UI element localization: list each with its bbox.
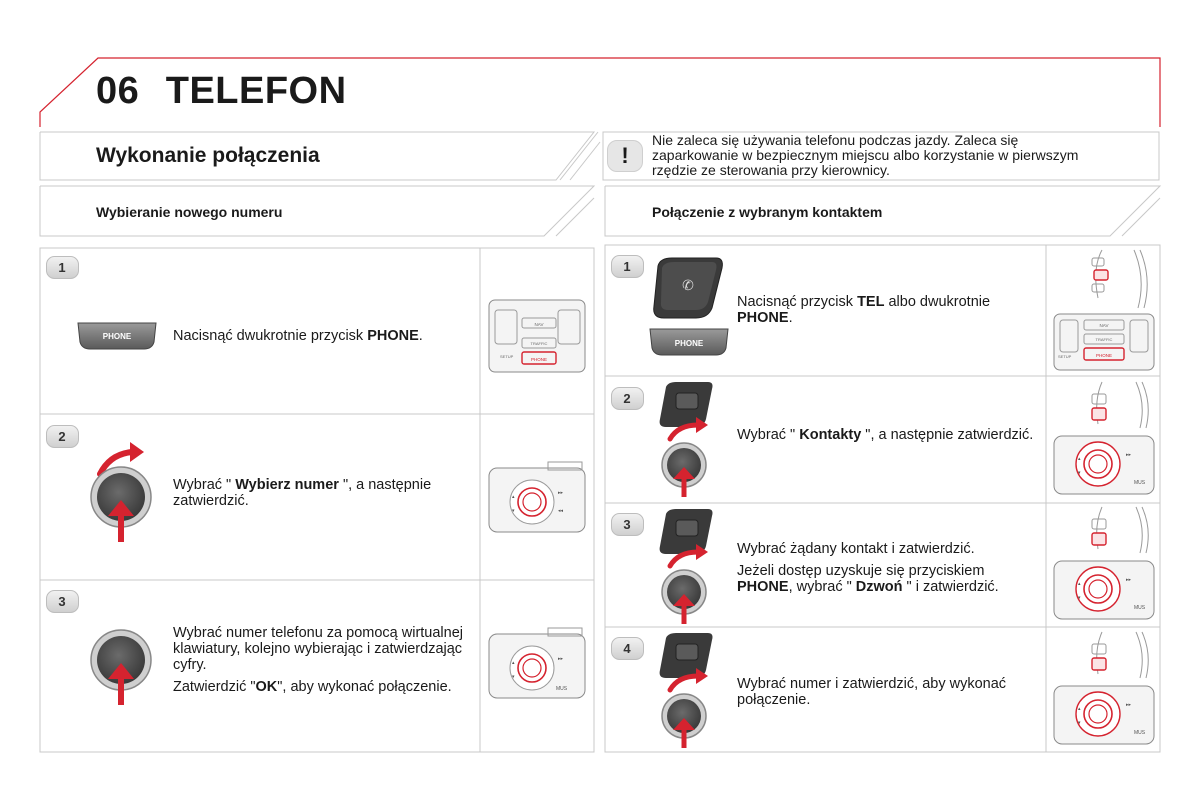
- steering-scroll-wheel-icon: [656, 632, 716, 750]
- svg-text:▸▸: ▸▸: [1126, 452, 1132, 458]
- svg-text:▸▸: ▸▸: [1126, 702, 1132, 708]
- steering-scroll-wheel-icon: [656, 381, 716, 499]
- steering-scroll-wheel-icon: [656, 508, 716, 626]
- mus-label: MUS: [1134, 730, 1146, 736]
- svg-text:◂◂: ◂◂: [558, 508, 564, 514]
- step-number: 2: [623, 391, 631, 406]
- step-text: Wybrać " Kontakty ", a następnie zatwierdzić.: [737, 427, 1034, 443]
- chapter-name: TELEFON: [165, 70, 347, 112]
- warning-text: Nie zaleca się używania telefonu podczas jazdy. Zaleca się zaparkowanie w bezpiecznym miejscu albo korzystanie w pierwszym rzędzie ze sterowania przy kierownicy.: [652, 132, 1079, 178]
- phone-button-label: PHONE: [102, 332, 132, 341]
- left-heading: Wybieranie nowego numeru: [96, 204, 283, 220]
- step-text: [173, 625, 468, 701]
- svg-text:▸▸: ▸▸: [558, 490, 564, 496]
- mus-label: MUS: [556, 686, 568, 692]
- traffic-label: TRAFFIC: [530, 341, 548, 346]
- rotary-knob-icon: [86, 442, 162, 546]
- setup-label: SETUP: [1058, 354, 1072, 359]
- mus-label: MUS: [1134, 605, 1146, 611]
- svg-text:▾: ▾: [512, 508, 515, 514]
- step-text: Wybrać " Wybierz numer ", a następnie zatwierdzić.: [173, 477, 432, 509]
- chapter-number: 06: [96, 70, 140, 112]
- rotary-knob-icon: [86, 625, 162, 709]
- svg-text:▴: ▴: [1078, 581, 1081, 587]
- phone-label: PHONE: [1095, 353, 1113, 358]
- nav-label: NAV: [1099, 323, 1109, 328]
- step-number: 4: [623, 641, 631, 656]
- setup-label: SETUP: [500, 354, 514, 359]
- control-panel-icon: [488, 626, 586, 702]
- svg-text:▸▸: ▸▸: [558, 656, 564, 662]
- svg-text:▾: ▾: [1078, 595, 1081, 601]
- exclamation-icon: !: [621, 143, 629, 168]
- step-number: 1: [58, 260, 66, 275]
- step-number: 3: [623, 517, 631, 532]
- step-paragraph: Wybrać żądany kontakt i zatwierdzić.: [737, 541, 975, 557]
- step-text: Nacisnąć dwukrotnie przycisk PHONE.: [173, 328, 423, 344]
- control-panel-icon: [488, 460, 586, 536]
- traffic-label: TRAFFIC: [1095, 337, 1113, 342]
- steering-and-control-panel-icon: [1052, 630, 1156, 748]
- head-unit-panel-icon: [488, 298, 586, 374]
- tel-steering-button-icon: [650, 256, 726, 320]
- step-text: Nacisnąć przycisk TEL albo dwukrotnie PHONE.: [737, 294, 991, 326]
- svg-text:▸▸: ▸▸: [1126, 577, 1132, 583]
- svg-text:▴: ▴: [1078, 706, 1081, 712]
- mus-label: MUS: [1134, 480, 1146, 486]
- step-number: 2: [58, 429, 66, 444]
- svg-text:▾: ▾: [1078, 470, 1081, 476]
- svg-text:✆: ✆: [682, 278, 694, 294]
- svg-text:▾: ▾: [512, 674, 515, 680]
- steering-and-control-panel-icon: [1052, 505, 1156, 623]
- steering-and-head-unit-icon: [1052, 248, 1156, 372]
- step-number: 1: [623, 259, 631, 274]
- svg-text:▴: ▴: [512, 660, 515, 666]
- section-title: Wykonanie połączenia: [96, 144, 320, 167]
- step-paragraph: Zatwierdzić "OK", aby wykonać połączenie.: [173, 679, 452, 695]
- svg-text:▾: ▾: [1078, 720, 1081, 726]
- phone-label: PHONE: [530, 357, 548, 362]
- step-paragraph: Wybrać numer i zatwierdzić, aby wykonać połączenie.: [737, 676, 1007, 708]
- step-number: 3: [58, 594, 66, 609]
- steering-and-control-panel-icon: [1052, 380, 1156, 498]
- svg-text:▴: ▴: [512, 494, 515, 500]
- step-text: [737, 676, 1037, 714]
- phone-button-label: PHONE: [674, 339, 704, 348]
- step-paragraph: Jeżeli dostęp uzyskuje się przyciskiem PHONE, wybrać " Dzwoń " i zatwierdzić.: [737, 563, 999, 595]
- step-paragraph: Wybrać numer telefonu za pomocą wirtualnej klawiatury, kolejno wybierając i zatwierdzając cyfry.: [173, 625, 464, 673]
- step-text: [737, 541, 1042, 601]
- nav-label: NAV: [534, 322, 544, 327]
- svg-text:▴: ▴: [1078, 456, 1081, 462]
- right-heading: Połączenie z wybranym kontaktem: [652, 204, 883, 220]
